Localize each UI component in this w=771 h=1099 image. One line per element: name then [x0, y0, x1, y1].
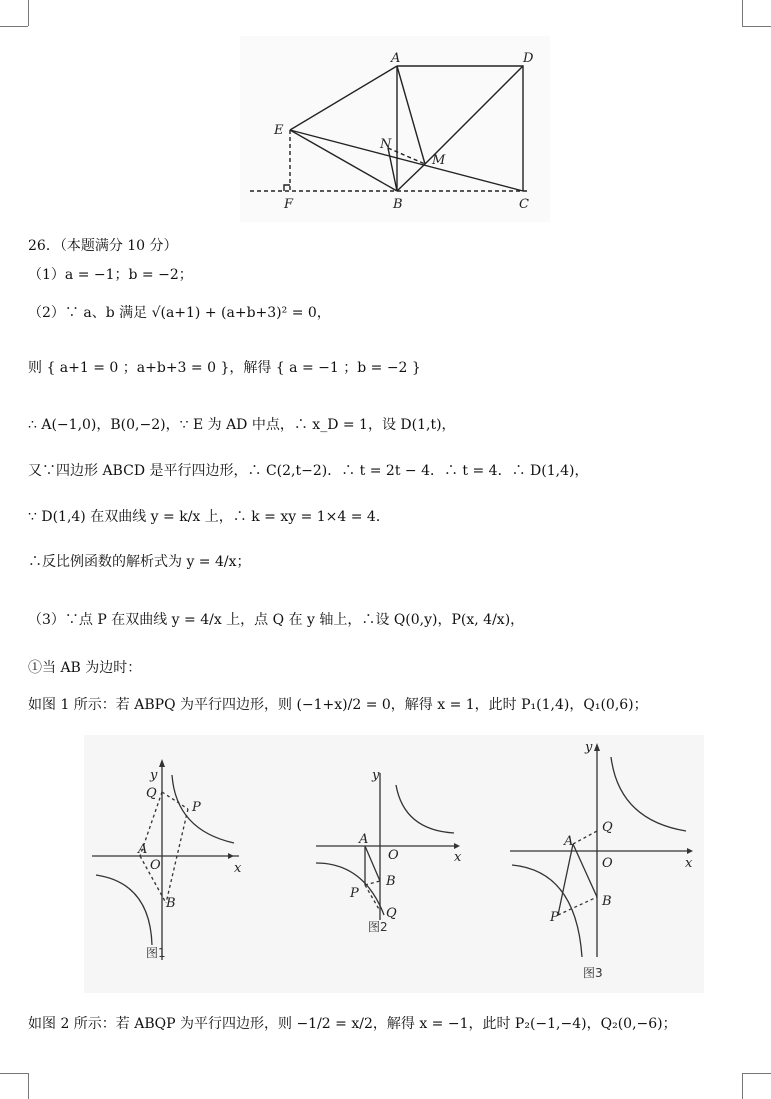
- point-label-e: E: [274, 123, 284, 138]
- graph1-axis-x: x: [234, 861, 242, 876]
- solution-line-4: ∴ A(−1,0)，B(0,−2)，∵ E 为 AD 中点，∴ x_D = 1，设 D(1,t)，: [28, 417, 456, 433]
- corner-mark-bottom-left: [0, 1073, 28, 1074]
- corner-mark-bottom-right-v: [742, 1073, 743, 1099]
- corner-mark-bottom-left-v: [28, 1073, 29, 1099]
- graph1-label-p: P: [192, 800, 201, 815]
- point-label-n: N: [380, 137, 392, 152]
- graph2-label-a: A: [359, 832, 369, 847]
- solution-line-11: 如图 2 所示：若 ABQP 为平行四边形，则 −1/2 = x/2，解得 x = −1，此时 P₂(−1,−4)，Q₂(0,−6)；: [28, 1016, 677, 1032]
- graph2-label-o: O: [388, 848, 399, 863]
- graph1-label-b: B: [166, 896, 176, 911]
- graph1-label-o: O: [150, 858, 161, 873]
- corner-mark-top-left-v: [28, 0, 29, 26]
- point-label-a: A: [391, 51, 401, 66]
- solution-line-5: 又∵四边形 ABCD 是平行四边形，∴ C(2,t−2)．∴ t = 2t − 4．∴ t = 4．∴ D(1,4)，: [28, 463, 589, 479]
- solution-line-8: （3）∵点 P 在双曲线 y = 4/x 上，点 Q 在 y 轴上，∴设 Q(0,y)，P(x, 4/x)，: [28, 612, 525, 628]
- problem-heading: 26．（本题满分 10 分）: [28, 238, 178, 254]
- graph2-caption: 图2: [368, 920, 388, 934]
- geometry-figure: [240, 36, 550, 222]
- graph3-caption: 图3: [583, 966, 603, 980]
- graph3-axis-x: x: [685, 856, 693, 871]
- graph1-axis-y: y: [150, 768, 158, 783]
- graph2-label-b: B: [386, 874, 396, 889]
- solution-line-6: ∵ D(1,4) 在双曲线 y = k/x 上，∴ k = xy = 1×4 = 4．: [28, 509, 390, 525]
- graph1-label-a: A: [138, 842, 148, 857]
- solution-line-1: （1）a = −1；b = −2；: [28, 267, 193, 283]
- graph3-label-b: B: [602, 894, 612, 909]
- graph2-axis-x: x: [454, 850, 462, 865]
- graph3-label-a: A: [564, 834, 574, 849]
- solution-line-7: ∴反比例函数的解析式为 y = 4/x；: [28, 554, 251, 570]
- graph1-caption: 图1: [146, 946, 166, 960]
- graph2-axis-y: y: [372, 768, 380, 783]
- graph3-axis-y: y: [585, 740, 593, 755]
- corner-mark-top-left: [0, 26, 28, 27]
- corner-mark-top-right-v: [742, 0, 743, 26]
- graphs-figure: [84, 735, 704, 993]
- solution-line-2: （2）∵ a、b 满足 √(a+1) + (a+b+3)² = 0，: [28, 305, 331, 321]
- graph2-label-p: P: [350, 886, 359, 901]
- graph3-label-o: O: [602, 856, 613, 871]
- point-label-b: B: [393, 197, 403, 212]
- solution-line-10: 如图 1 所示：若 ABPQ 为平行四边形，则 (−1+x)/2 = 0，解得 x = 1，此时 P₁(1,4)，Q₁(0,6)；: [28, 697, 648, 713]
- solution-line-9: ①当 AB 为边时：: [28, 660, 142, 676]
- graph3-label-p: P: [550, 910, 559, 925]
- graph3-label-q: Q: [602, 820, 613, 835]
- graph2-label-q: Q: [386, 906, 397, 921]
- point-label-c: C: [519, 197, 529, 212]
- corner-mark-top-right: [742, 26, 771, 27]
- solution-line-3: 则 { a+1 = 0 ；a+b+3 = 0 }，解得 { a = −1 ；b = −2 }: [28, 360, 421, 376]
- point-label-m: M: [432, 153, 446, 168]
- graph1-label-q: Q: [146, 786, 157, 801]
- corner-mark-bottom-right: [742, 1073, 771, 1074]
- point-label-d: D: [523, 51, 534, 66]
- point-label-f: F: [284, 197, 294, 212]
